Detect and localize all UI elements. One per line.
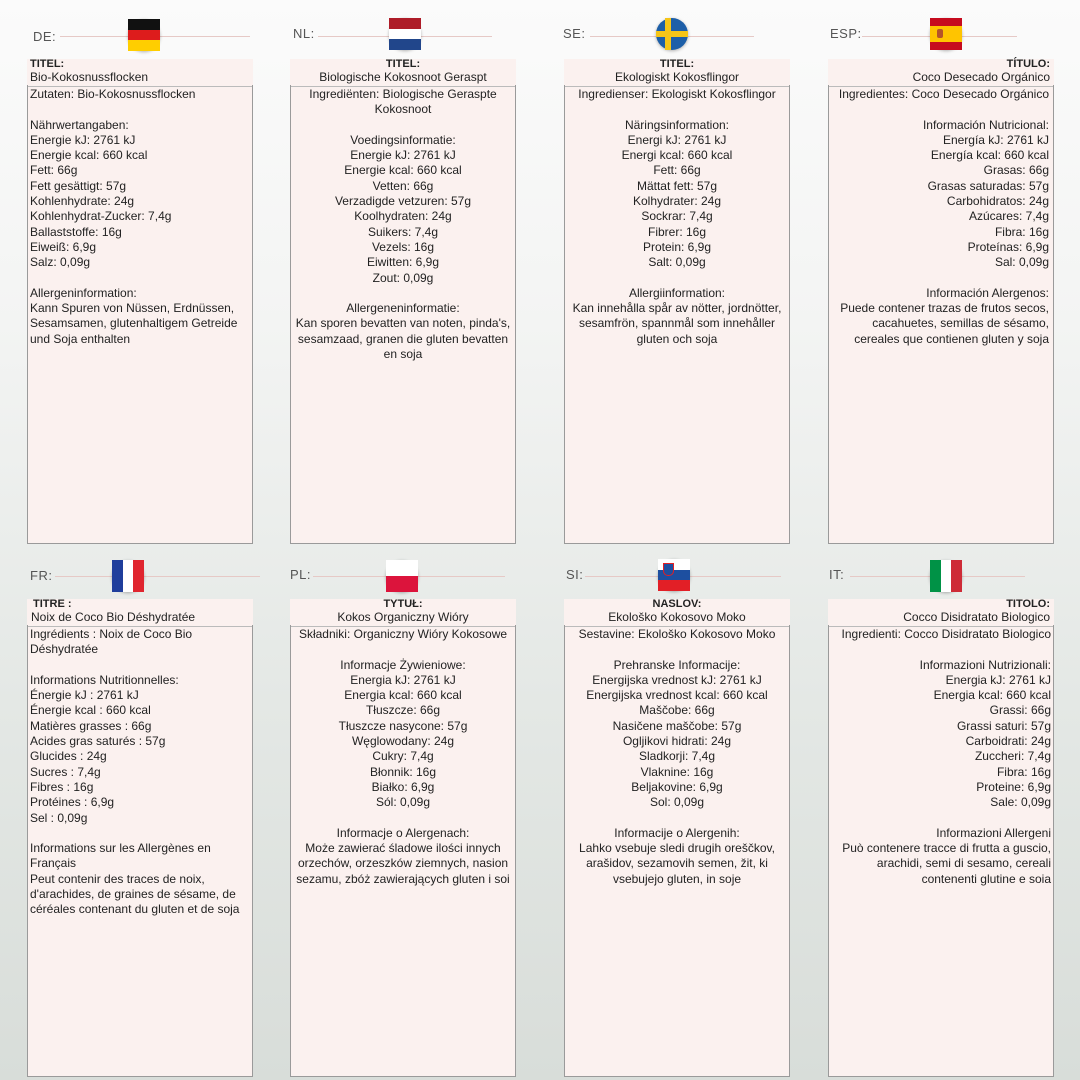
title-label: TÍTULO:: [1006, 58, 1050, 70]
title-label: TYTUŁ:: [383, 598, 423, 610]
lang-code-fr: FR:: [30, 568, 53, 583]
panel-body: Sestavine: Ekološko Kokosovo Moko Prehranske Informacije: Energijska vrednost kJ: 2761 kJ Energijska vrednost kcal: 660 kcal Maščobe: 66g Nasičene maščobe: 57g Ogljikovi hidrati: 24g Sladkorji: 7,4g Vlaknine: 16g Beljakovine: 6,9g Sol: 0,09g Informacije o Alergenih: Lahko vsebuje sledi drugih oreščkov, arašidov, sezamovih semen, žit, ki vsebujejo gluten, in soje: [564, 625, 790, 1077]
product-name: Cocco Disidratato Biologico: [828, 610, 1054, 627]
spain-flag-icon: [930, 18, 962, 50]
title-label: TITEL:: [30, 58, 65, 70]
panel-body: Zutaten: Bio-Kokosnussflocken Nährwertangaben: Energie kJ: 2761 kJ Energie kcal: 660 kcal Fett: 66g Fett gesättigt: 57g Kohlenhydrate: 24g Kohlenhydrat-Zucker: 7,4g Ballaststoffe: 16g Eiweiß: 6,9g Salz: 0,09g Allergeninformation: Kann Spuren von Nüssen, Erdnüssen, Sesamsamen, glutenhaltigem Getreide und Soja enthalten: [27, 85, 253, 544]
panel-body: Ingrédients : Noix de Coco Bio Déshydratée Informations Nutritionnelles: Énergie kJ : 2761 kJ Énergie kcal : 660 kcal Matières grasses : 66g Acides gras saturés : 57g Glucides : 24g Sucres : 7,4g Fibres : 16g Protéines : 6,9g Sel : 0,09g Informations sur les Allergènes en Français Peut contenir des traces de noix, d'arachides, de graines de sésame, de céréales contenant du gluten et de soja: [27, 625, 253, 1077]
product-name: Bio-Kokosnussflocken: [27, 70, 253, 87]
germany-flag-icon: [128, 19, 160, 51]
panel-body: Ingredienser: Ekologiskt Kokosflingor Näringsinformation: Energi kJ: 2761 kJ Energi kcal: 660 kcal Fett: 66g Mättat fett: 57g Kolhydrater: 24g Sockrar: 7,4g Fibrer: 16g Protein: 6,9g Salt: 0,09g Allergiinformation: Kan innehålla spår av nötter, jordnötter, sesamfrön, spannmål som innehåller gluten och soja: [564, 85, 790, 544]
divider-line: [55, 576, 260, 577]
lang-code-de: DE:: [33, 29, 57, 44]
panel-body: Ingredienti: Cocco Disidratato Biologico Informazioni Nutrizionali: Energia kJ: 2761 kJ Energia kcal: 660 kcal Grassi: 66g Grassi saturi: 57g Carboidrati: 24g Zuccheri: 7,4g Fibra: 16g Proteine: 6,9g Sale: 0,09g Informazioni Allergeni Può contenere tracce di frutta a guscio, arachidi, semi di sesamo, cereali contenenti glutine e soia: [828, 625, 1054, 1077]
lang-code-it: IT:: [829, 567, 845, 582]
panel-body: Ingrediënten: Biologische Geraspte Kokosnoot Voedingsinformatie: Energie kJ: 2761 kJ Energie kcal: 660 kcal Vetten: 66g Verzadigde vetzuren: 57g Koolhydraten: 24g Suikers: 7,4g Vezels: 16g Eiwitten: 6,9g Zout: 0,09g Allergeneninformatie: Kan sporen bevatten van noten, pinda's, sesamzaad, granen die gluten bevatten en soja: [290, 85, 516, 544]
france-flag-icon: [112, 560, 144, 592]
panel-pl: [290, 599, 516, 1077]
panel-se: [564, 59, 790, 544]
title-label: TITRE :: [33, 598, 72, 610]
title-label: TITEL:: [385, 58, 421, 70]
title-label: TITOLO:: [1006, 598, 1050, 610]
slovenia-flag-icon: [658, 559, 690, 591]
product-name: Biologische Kokosnoot Geraspt: [290, 70, 516, 87]
netherlands-flag-icon: [389, 18, 421, 50]
italy-flag-icon: [930, 560, 962, 592]
panel-nl: [290, 59, 516, 544]
poland-flag-icon: [386, 560, 418, 592]
lang-code-esp: ESP:: [830, 26, 862, 41]
panel-de: [27, 59, 253, 544]
panel-fr: [27, 599, 253, 1077]
product-name: Ekologiskt Kokosflingor: [564, 70, 790, 87]
sweden-flag-icon: [656, 18, 688, 50]
panel-si: [564, 599, 790, 1077]
lang-code-nl: NL:: [293, 26, 315, 41]
panel-body: Składniki: Organiczny Wióry Kokosowe Informacje Żywieniowe: Energia kJ: 2761 kJ Energia kcal: 660 kcal Tłuszcze: 66g Tłuszcze nasycone: 57g Węglowodany: 24g Cukry: 7,4g Błonnik: 16g Białko: 6,9g Sól: 0,09g Informacje o Alergenach: Może zawierać śladowe ilości innych orzechów, orzeszków ziemnych, nasion sezamu, zbóż zawierających gluten i soi: [290, 625, 516, 1077]
lang-code-si: SI:: [566, 567, 584, 582]
product-name: Coco Desecado Orgánico: [828, 70, 1054, 87]
lang-code-pl: PL:: [290, 567, 312, 582]
product-name: Noix de Coco Bio Déshydratée: [27, 610, 253, 627]
product-name: Ekološko Kokosovo Moko: [564, 610, 790, 627]
panel-it: [828, 599, 1054, 1077]
title-label: NASLOV:: [652, 598, 702, 610]
lang-code-se: SE:: [563, 26, 586, 41]
panel-esp: [828, 59, 1054, 544]
title-label: TITEL:: [659, 58, 695, 70]
panel-body: Ingredientes: Coco Desecado Orgánico Información Nutricional: Energía kJ: 2761 kJ Energía kcal: 660 kcal Grasas: 66g Grasas saturadas: 57g Carbohidratos: 24g Azúcares: 7,4g Fibra: 16g Proteínas: 6,9g Sal: 0,09g Información Alergenos: Puede contener trazas de frutos secos, cacahuetes, semillas de sésamo, cereales que contienen gluten y soja: [828, 85, 1054, 544]
product-name: Kokos Organiczny Wióry: [290, 610, 516, 627]
